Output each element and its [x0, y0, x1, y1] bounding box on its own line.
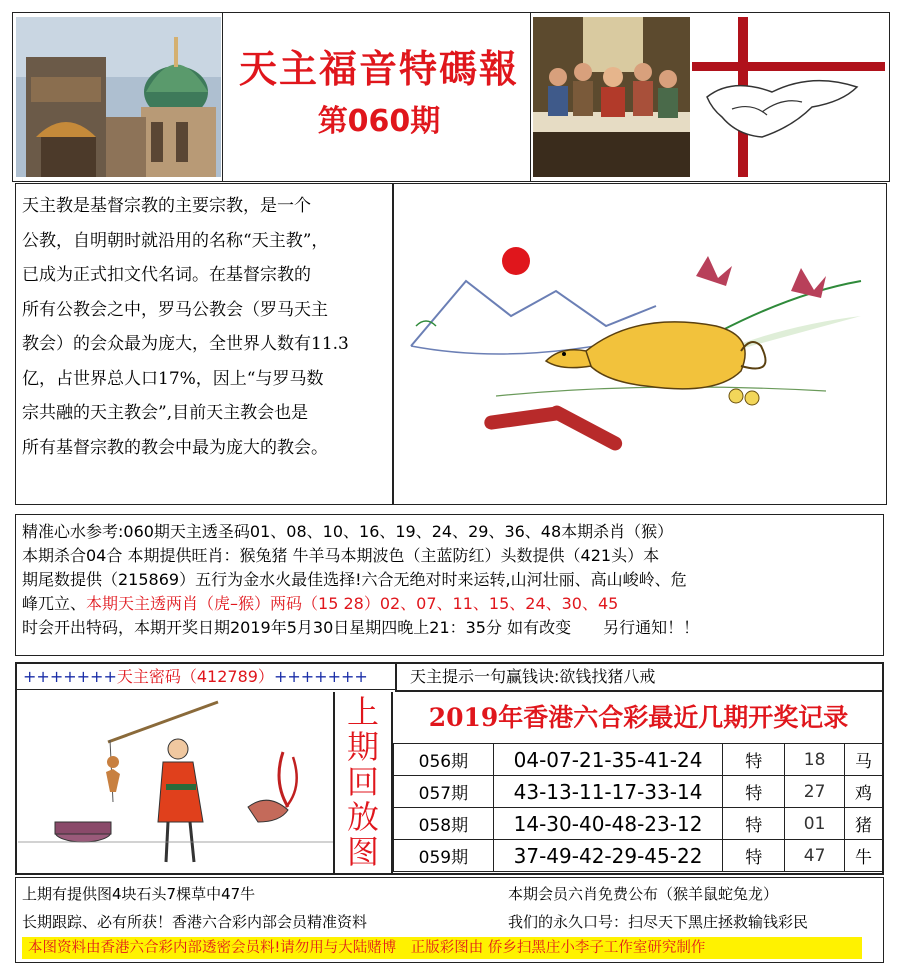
table-row: [394, 744, 883, 776]
review-label: [337, 695, 389, 870]
intro-line: 所有公教会之中，罗马公教会（罗马天主: [22, 299, 328, 320]
review-char: 回: [346, 763, 379, 801]
reference-line-5: 时会开出特码，本期开奖日期2019年5月30日星期四晚上21：35分 如有改变 另行通知！！: [22, 618, 700, 637]
rat-illustration: [396, 186, 884, 502]
numbers-cell: 14-30-40-48-23-12: [493, 808, 722, 840]
period-cell: 058期: [394, 808, 494, 840]
intro-line: 已成为正式扣文代名词。在基督宗教的: [22, 265, 311, 285]
reference-line-1: 精准心水参考:060期天主透圣码01、08、10、16、19、24、29、36、48本期杀肖（猴）: [22, 522, 674, 541]
secret-code: 天主密码（412789）: [116, 667, 274, 686]
period-cell: 059期: [394, 840, 494, 872]
reference-line-4-black: 峰兀立、: [22, 594, 87, 613]
table-row: [394, 840, 883, 872]
intro-line: 天主教是基督宗教的主要宗教，是一个: [22, 196, 311, 216]
header-divider-left: [222, 12, 223, 182]
hint-divider: [395, 664, 397, 690]
special-number-cell: 47: [785, 840, 845, 872]
intro-line: 教会）的会众最为庞大，全世界人数有11.3: [22, 334, 349, 354]
footer-banner: [22, 937, 862, 959]
table-row: [394, 808, 883, 840]
intro-line: 宗共融的天主教会”,目前天主教会也是: [22, 403, 309, 423]
intro-line: 亿，占世界总人口17%，因上“与罗马数: [22, 368, 324, 389]
special-number-cell: 18: [785, 744, 845, 776]
footer-right-2: 我们的永久口号：扫尽天下黑庄拯救输钱彩民: [508, 913, 809, 931]
intro-text: [22, 189, 387, 465]
reference-line-3: 期尾数提供（215869）五行为金水火最佳选择!六合无绝对时来运转,山河壮丽、高山峻岭、危: [22, 570, 687, 589]
review-divider-left: [333, 692, 335, 873]
zodiac-cell: 鸡: [845, 776, 883, 808]
numbers-cell: 37-49-42-29-45-22: [493, 840, 722, 872]
footer-banner-text: 本图资料由香港六合彩内部透密会员料!请勿用与大陆赌博 正版彩图由 侨乡扫黑庄小李子工作室研究制作: [28, 940, 706, 956]
secret-plus-left: +++++++: [23, 667, 117, 686]
cathedral-image: [16, 17, 221, 177]
special-label-cell: 特: [723, 808, 785, 840]
hint-underline: [395, 690, 882, 692]
intro-line: 公教，自明朝时就沿用的名称“天主教”，: [22, 230, 329, 251]
special-label-cell: 特: [723, 776, 785, 808]
numbers-cell: 04-07-21-35-41-24: [493, 744, 722, 776]
table-row: [394, 776, 883, 808]
reference-line-2: 本期杀合04合 本期提供旺肖：猴兔猪 牛羊马本期波色（主蓝防红）头数提供（421头）本: [22, 546, 660, 565]
special-label-cell: 特: [723, 840, 785, 872]
review-char: 期: [346, 728, 379, 766]
numbers-cell: 43-13-11-17-33-14: [493, 776, 722, 808]
last-supper-image: [533, 17, 690, 177]
intro-line: 所有基督宗教的教会中最为庞大的教会。: [22, 437, 328, 458]
issue-number: 第060期: [317, 104, 441, 139]
zodiac-cell: 猪: [845, 808, 883, 840]
period-cell: 057期: [394, 776, 494, 808]
special-number-cell: 01: [785, 808, 845, 840]
intro-divider: [392, 183, 394, 505]
results-title: 2019年香港六合彩最近几期开奖记录: [428, 703, 849, 732]
reference-highlight: 本期天主透两肖（虎–猴）两码（15 28）02、07、11、15、24、30、45: [86, 594, 619, 613]
reference-text: [22, 520, 882, 640]
special-number-cell: 27: [785, 776, 845, 808]
secret-code-bar: [17, 664, 395, 690]
period-cell: 056期: [394, 744, 494, 776]
special-label-cell: 特: [723, 744, 785, 776]
hint-text: 天主提示一句赢钱诀:欲钱找猪八戒: [410, 667, 656, 686]
review-char: 图: [346, 833, 379, 871]
results-table: [393, 743, 883, 872]
page-title: 天主福音特碼報: [238, 47, 519, 91]
header-divider-right: [530, 12, 531, 182]
secret-plus-right: +++++++: [273, 667, 368, 686]
last-period-image: [18, 692, 333, 873]
zodiac-cell: 牛: [845, 840, 883, 872]
zodiac-cell: 马: [845, 744, 883, 776]
review-char: 上: [346, 693, 379, 731]
footer-left-2: 长期跟踪、必有所获！香港六合彩内部会员精准资料: [22, 913, 368, 931]
cross-dove-image: [692, 17, 885, 177]
review-char: 放: [346, 798, 379, 836]
reference-line-4: [22, 592, 882, 616]
footer-left-1: 上期有提供图4块石头7棵草中47牛: [22, 885, 256, 903]
footer-right-1: 本期会员六肖免费公布（猴羊鼠蛇兔龙）: [508, 885, 779, 903]
